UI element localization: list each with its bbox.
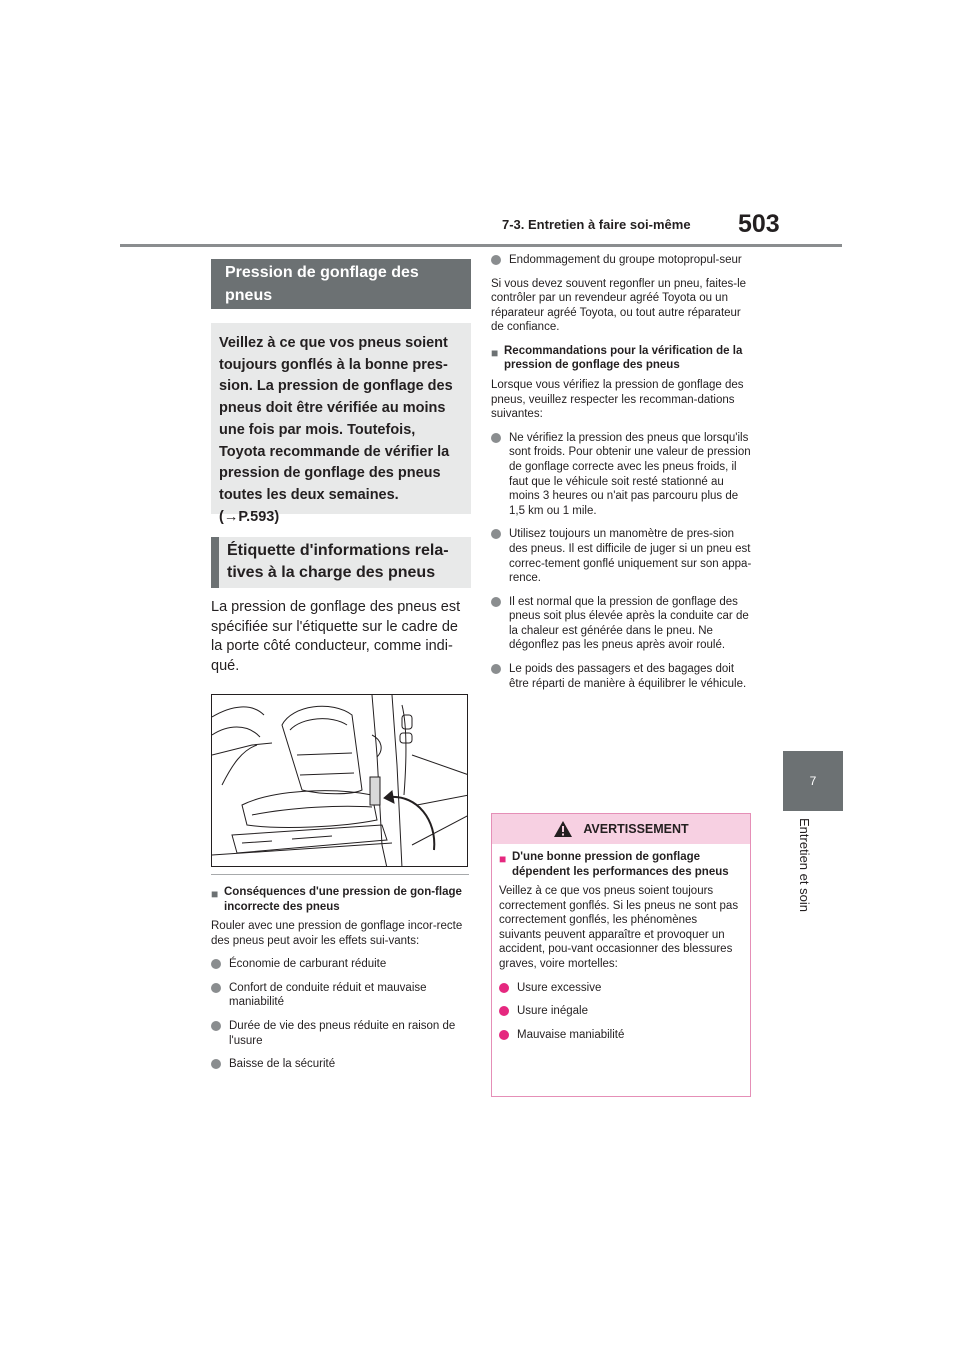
list-item: Économie de carburant réduite <box>211 957 473 972</box>
paragraph: Lorsque vous vérifiez la pression de gonflage des pneus, veuillez respecter les recomman-dations suivantes: <box>491 378 744 421</box>
car-seat-door-drawing <box>212 695 468 867</box>
paragraph: Si vous devez souvent regonfler un pneu, faites-le contrôler par un revendeur agréé Toyota ou un réparateur agréé Toyota, ou tout autre réparateur de confiance. <box>491 277 747 334</box>
chapter-label: Entretien et soin <box>797 818 812 912</box>
circle-bullet-icon <box>499 1030 509 1040</box>
list-item: Usure excessive <box>499 981 742 996</box>
list-item: Durée de vie des pneus réduite en raison de l'usure <box>211 1019 473 1048</box>
circle-bullet-icon <box>491 597 501 607</box>
warning-subhead <box>499 850 742 879</box>
chapter-tab <box>783 751 843 811</box>
circle-bullet-icon <box>491 664 501 674</box>
subhead-text: Recommandations pour la vérification de la pression de gonflage des pneus <box>504 344 743 372</box>
warning-header <box>492 814 750 844</box>
page-number: 503 <box>738 210 780 238</box>
circle-bullet-icon <box>211 1059 221 1069</box>
warning-body <box>492 844 750 1042</box>
square-bullet-icon: ■ <box>491 345 499 360</box>
divider <box>211 874 469 875</box>
circle-bullet-icon <box>211 1021 221 1031</box>
intro-text: Veillez à ce que vos pneus soient toujours gonflés à la bonne pres-sion. La pression de gonflage des pneus doit être vérifiée au moins une fois par mois. Toutefois, Toyota recommande de vérifier la pression de gonflage des pneus toutes les deux semaines. <box>219 335 453 503</box>
label-description: La pression de gonflage des pneus est spécifiée sur l'étiquette sur le cadre de la porte côté conducteur, comme indi-qué. <box>211 599 461 674</box>
circle-bullet-icon <box>491 255 501 265</box>
list-item: Baisse de la sécurité <box>211 1057 473 1072</box>
square-bullet-icon: ■ <box>499 852 507 866</box>
list-item: Usure inégale <box>499 1004 742 1019</box>
square-bullet-icon: ■ <box>211 887 219 901</box>
section-title: 7-3. Entretien à faire soi-même <box>502 217 691 232</box>
circle-bullet-icon <box>491 529 501 539</box>
right-column <box>491 253 753 700</box>
warning-paragraph: Veillez à ce que vos pneus soient toujours correctement gonflés. Si les pneus ne sont pas correctement gonflés, les phénomènes suivants peuvent apparaître et provoquer un accident, pou-vant occasionner des blessures graves, voire mortelles: <box>499 885 739 970</box>
circle-bullet-icon <box>499 1006 509 1016</box>
list-item: Le poids des passagers et des bagages doit être réparti de manière à équilibrer le véhicule. <box>491 662 753 691</box>
section-heading-load-label: Étiquette d'informations rela-tives à la charge des pneus <box>211 537 471 588</box>
circle-bullet-icon <box>211 983 221 993</box>
section-heading-tire-pressure: Pression de gonflage des pneus <box>211 259 471 309</box>
intro-reference-link[interactable]: (→P.593) <box>219 508 280 525</box>
subhead-recommendations <box>491 344 753 373</box>
list-item: Il est normal que la pression de gonflage des pneus soit plus élevée après la conduite car de la chaleur est générée dans le pneu. Ne dégonflez pas les pneus après avoir roulé. <box>491 595 753 653</box>
intro-box <box>211 323 471 525</box>
circle-bullet-icon <box>211 959 221 969</box>
circle-bullet-icon <box>491 433 501 443</box>
chapter-number: 7 <box>809 774 817 788</box>
list-item: Mauvaise maniabilité <box>499 1028 742 1043</box>
list-item: Ne vérifiez la pression des pneus que lorsqu'ils sont froids. Pour obtenir une valeur de pression de gonflage correcte avec les pneus froids, il faut que le véhicule soit resté stationné au moins 3 heures ou n'ait pas parcouru plus de 1,5 km ou 1 mile. <box>491 431 753 519</box>
left-column <box>211 259 471 676</box>
subhead-text: Conséquences d'une pression de gon-flage incorrecte des pneus <box>224 886 462 913</box>
paragraph: Rouler avec une pression de gonflage incor-recte des pneus peut avoir les effets sui-vants: <box>211 920 463 947</box>
list-item: Confort de conduite réduit et mauvaise maniabilité <box>211 981 473 1010</box>
warning-title: AVERTISSEMENT <box>583 822 689 836</box>
warning-triangle-icon <box>553 820 573 838</box>
list-item: Endommagement du groupe motopropul-seur <box>491 253 753 268</box>
left-lower-content <box>211 885 473 1081</box>
subhead-text: D'une bonne pression de gonflage dépendent les performances des pneus <box>512 851 729 878</box>
list-item: Utilisez toujours un manomètre de pres-sion des pneus. Il est difficile de juger si un pneu est correc-tement gonflé uniquement sur son appa-rence. <box>491 527 753 585</box>
header-divider <box>120 244 842 247</box>
warning-box <box>491 813 751 1097</box>
door-frame-label-illustration <box>211 694 468 867</box>
subhead-consequences <box>211 885 473 914</box>
circle-bullet-icon <box>499 983 509 993</box>
